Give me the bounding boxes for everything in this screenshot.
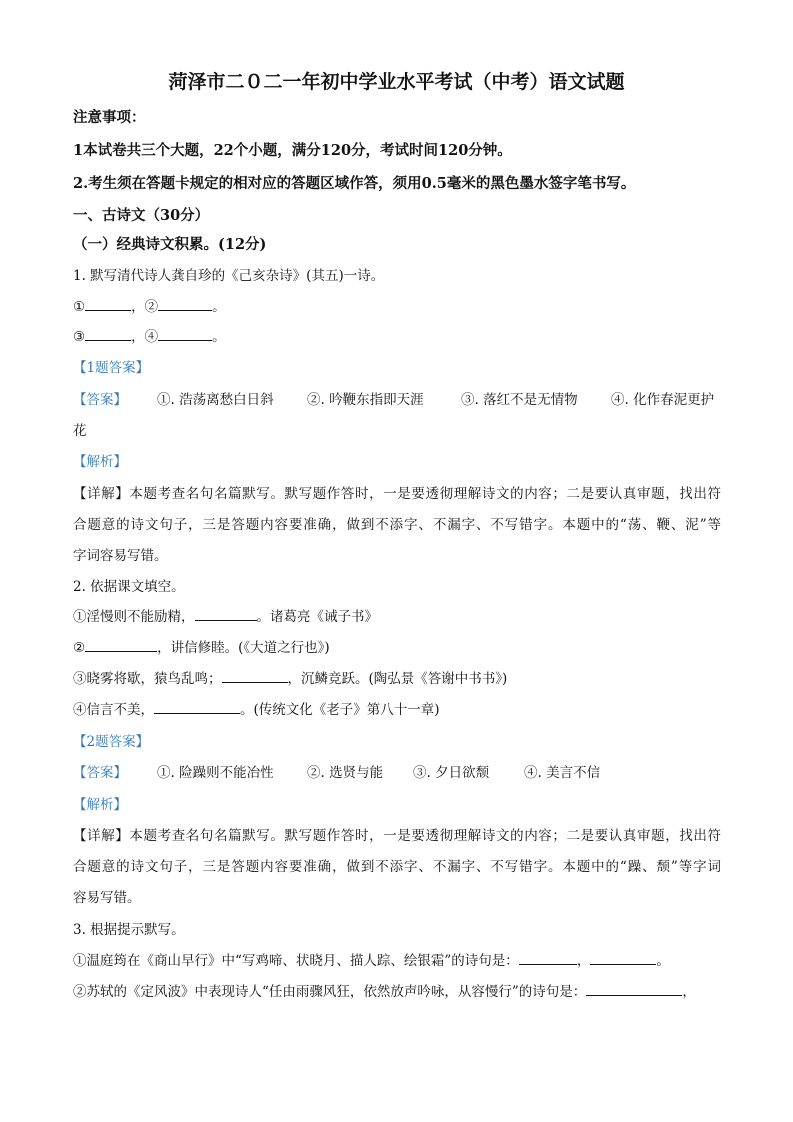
q2-blank-4 (154, 700, 240, 714)
q3-line-1-text-a: ①温庭筠在《商山早行》中“写鸡啼、状晓月、描人踪、绘银霜”的诗句是： (73, 953, 519, 969)
q1-answer-4: ④. 化作春泥更护 (611, 392, 715, 408)
q1-blank-1 (85, 297, 131, 311)
q2-line-3-text-b: ，沉鳞竞跃。(陶弘景《答谢中书书》) (287, 671, 508, 687)
q2-blank-2 (85, 638, 157, 652)
q2-line-3-text-a: ③晓雾将歇，猿鸟乱鸣； (73, 671, 222, 687)
q3-line-1-text-c: 。 (656, 953, 670, 969)
q1-analysis-tag: 【解析】 (73, 454, 127, 470)
q1-blank-4 (158, 327, 212, 341)
q1-detail-line-1: 【详解】本题考查名句名篇默写。默写题作答时，一是要透彻理解诗文的内容；二是要认真审题，找出符 (73, 486, 721, 502)
q3-line-2-text-a: ②苏轼的《定风波》中表现诗人“任由雨骤风狂，依然放声吟咏，从容慢行”的诗句是： (73, 984, 587, 1000)
q3-line-1-text-b: ， (576, 953, 591, 969)
q2-line-4 (73, 700, 440, 720)
q1-num-1: ① (73, 299, 86, 315)
q2-line-1-text-a: ①淫慢则不能励精， (73, 609, 195, 625)
q1-num-3: ③ (73, 329, 86, 345)
q2-blank-1 (195, 607, 257, 621)
q1-prompt: 1. 默写清代诗人龚自珍的《己亥杂诗》(其五)一诗。 (73, 268, 385, 284)
page-title: 菏泽市二０二一年初中学业水平考试（中考）语文试题 (168, 71, 625, 93)
q1-period-2: 。 (212, 329, 226, 345)
subsection-1-heading: （一）经典诗文积累。(12分) (73, 236, 267, 253)
q1-answer-label: 【答案】 (73, 392, 127, 408)
notice-item-2: 2.考生须在答题卡规定的相对应的答题区域作答，须用0.5毫米的黑色墨水签字笔书写。 (73, 175, 636, 192)
q3-prompt: 3. 根据提示默写。 (73, 922, 185, 938)
q2-answer-2: ②. 选贤与能 (307, 765, 384, 781)
q1-detail-line-2: 合题意的诗文句子，三是答题内容要准确，做到不添字、不漏字、不写错字。本题中的“荡、鞭、泥”等 (73, 517, 721, 533)
q1-blanks-row-2 (73, 327, 226, 347)
q1-num-4: ④ (144, 329, 159, 345)
q1-answer-wrap: 花 (73, 423, 87, 439)
q1-num-2: ② (144, 299, 159, 315)
q1-blanks-row-1 (73, 297, 226, 317)
q3-blank-1 (519, 951, 577, 965)
q2-detail-line-2: 合题意的诗文句子，三是答题内容要准确，做到不添字、不漏字、不写错字。本题中的“躁、颓”等字词 (73, 859, 721, 875)
q1-blank-2 (158, 297, 212, 311)
q1-detail-line-3: 字词容易写错。 (73, 548, 168, 564)
q2-answer-4: ④. 美言不信 (524, 765, 601, 781)
q2-answer-3: ③. 夕日欲颓 (413, 765, 490, 781)
q1-comma: ， (131, 299, 145, 315)
q2-analysis-tag: 【解析】 (73, 797, 127, 813)
q2-blank-3 (222, 669, 288, 683)
q3-blank-2 (590, 951, 656, 965)
q1-answer-tag: 【1题答案】 (73, 360, 150, 376)
q2-line-1-text-b: 。诸葛亮《诫子书》 (256, 609, 378, 625)
q3-line-2-text-b: ， (682, 984, 696, 1000)
q2-detail-line-1: 【详解】本题考查名句名篇默写。默写题作答时，一是要透彻理解诗文的内容；二是要认真审题，找出符 (73, 828, 721, 844)
q2-line-4-text-a: ④信言不美， (73, 702, 154, 718)
q2-line-3 (73, 669, 507, 689)
notice-item-1: 1本试卷共三个大题，22个小题，满分120分，考试时间120分钟。 (73, 142, 512, 159)
q1-answer-2: ②. 吟鞭东指即天涯 (307, 392, 424, 408)
q2-line-2-text-b: ，讲信修睦。(《大道之行也》) (157, 640, 330, 656)
q2-answer-label: 【答案】 (73, 765, 127, 781)
q2-line-2 (73, 638, 330, 658)
q2-line-2-text-a: ② (73, 640, 86, 656)
q3-line-1 (73, 951, 670, 971)
q2-line-4-text-b: 。(传统文化《老子》第八十一章) (240, 702, 440, 718)
q2-answer-1: ①. 险躁则不能冶性 (157, 765, 274, 781)
q1-answer-1: ①. 浩荡离愁白日斜 (157, 392, 274, 408)
q1-comma-2: ， (131, 329, 145, 345)
q2-line-1 (73, 607, 378, 627)
q2-answer-tag: 【2题答案】 (73, 734, 150, 750)
q1-period: 。 (212, 299, 226, 315)
q2-detail-line-3: 容易写错。 (73, 890, 141, 906)
q1-blank-3 (85, 327, 131, 341)
q3-line-2 (73, 982, 696, 1002)
q3-blank-3 (586, 982, 682, 996)
section-1-heading: 一、古诗文（30分） (73, 207, 210, 224)
notice-heading: 注意事项： (73, 109, 146, 126)
q1-answer-3: ③. 落红不是无情物 (461, 392, 578, 408)
q2-prompt: 2. 依据课文填空。 (73, 579, 185, 595)
